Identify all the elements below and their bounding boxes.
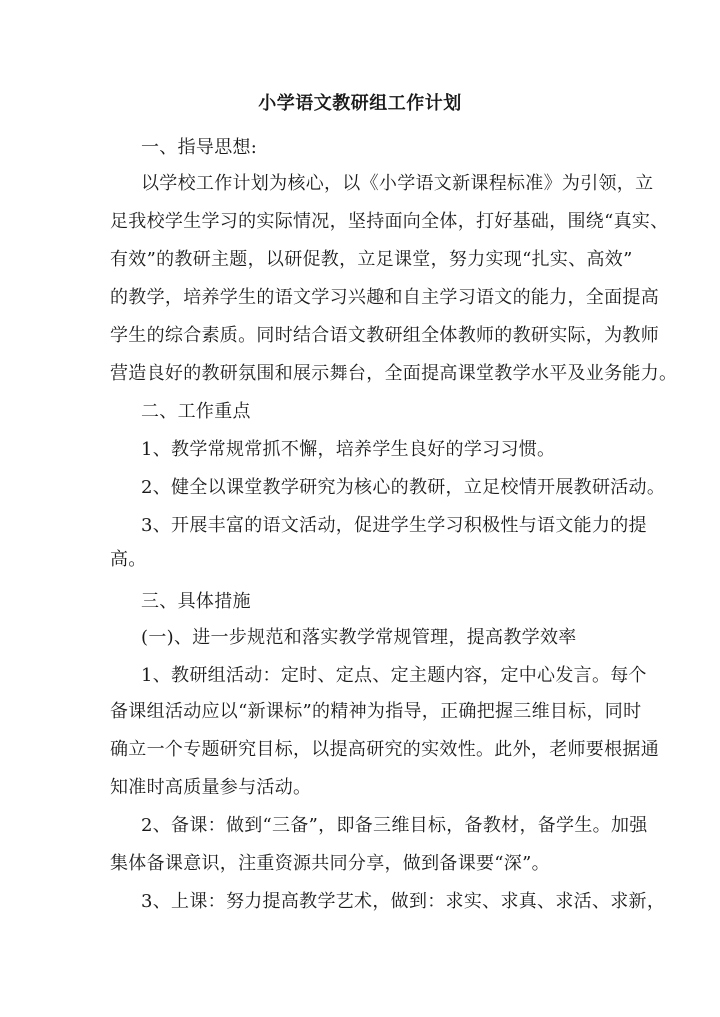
subheading: (一)、进一步规范和落实教学常规管理，提高教学效率: [141, 627, 577, 648]
paragraph-line: 以学校工作计划为核心，以《小学语文新课程标准》为引领，立: [141, 173, 654, 194]
list-item: 2、备课：做到“三备”，即备三维目标，备教材，备学生。加强: [141, 815, 648, 836]
paragraph-line: 营造良好的教研氛围和展示舞台，全面提高课堂教学水平及业务能力。: [110, 363, 678, 384]
paragraph-line: 足我校学生学习的实际情况，坚持面向全体，打好基础，围绕“真实、: [110, 211, 669, 232]
heading-guiding-ideology: 一、指导思想:: [141, 137, 258, 158]
document-title: 小学语文教研组工作计划: [258, 93, 462, 114]
paragraph-line: 集体备课意识，注重资源共同分享，做到备课要“深”。: [110, 853, 550, 874]
list-item: 3、开展丰富的语文活动，促进学生学习积极性与语文能力的提: [141, 515, 647, 536]
list-item-continuation: 高。: [110, 549, 147, 570]
paragraph-line: 有效”的教研主题，以研促教，立足课堂，努力实现“扎实、高效”: [110, 249, 633, 270]
paragraph-line: 确立一个专题研究目标，以提高研究的实效性。此外，老师要根据通: [110, 739, 659, 760]
paragraph-line: 备课组活动应以“新课标”的精神为指导，正确把握三维目标，同时: [110, 701, 642, 722]
list-item: 1、教学常规常抓不懈，培养学生良好的学习习惯。: [141, 439, 556, 460]
paragraph-line: 的教学，培养学生的语文学习兴趣和自主学习语文的能力，全面提高: [110, 287, 659, 308]
list-item: 3、上课：努力提高教学艺术，做到：求实、求真、求活、求新，: [141, 891, 666, 912]
list-item: 2、健全以课堂教学研究为核心的教研，立足校情开展教研活动。: [141, 477, 666, 498]
list-item: 1、教研组活动：定时、定点、定主题内容，定中心发言。每个: [141, 665, 647, 686]
paragraph-line: 知准时高质量参与活动。: [110, 777, 312, 798]
heading-specific-measures: 三、具体措施: [141, 591, 251, 612]
heading-work-focus: 二、工作重点: [141, 401, 251, 422]
paragraph-line: 学生的综合素质。同时结合语文教研组全体教师的教研实际，为教师: [110, 325, 659, 346]
